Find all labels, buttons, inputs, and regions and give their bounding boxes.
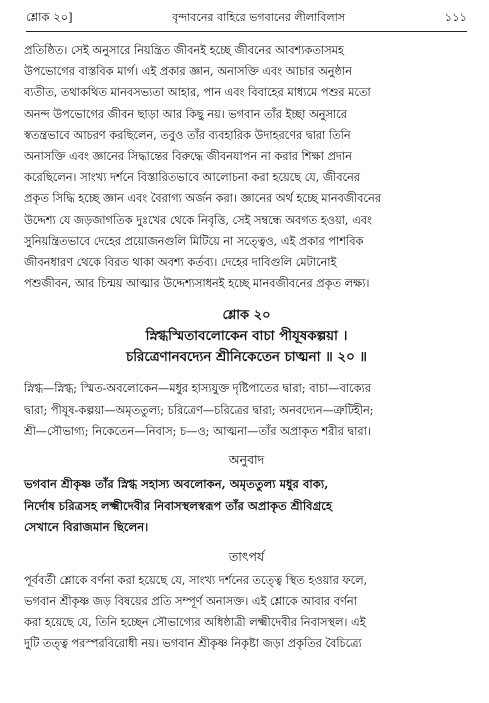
- header-verse-ref: শ্লোক ২০]: [26, 10, 73, 24]
- header-chapter-title: বৃন্দাবনের বাহিরে ভগবানের লীলাবিলাস: [172, 11, 346, 24]
- verse-line-2: চরিত্রেণানবদ্যেন শ্রীনিকেতেন চাত্মনা ॥ ২০ ॥: [125, 349, 368, 366]
- verse-number: শ্লোক ২০: [222, 308, 271, 324]
- intro-paragraph: প্রতিষ্ঠিত। সেই অনুসারে নিয়ন্ত্রিত জীবনই হচ্ছে জীবনের আবশ্যকতাসমহ উপভোগের বাস্তবিক মার্গ। এই প্রকার জ্ঞান, অনাসক্তি এবং আচার অনুষ্ঠান ব্যতীত, তথাকথিত মানবসভ্যতা আহার, পান এবং বিবাহের মাধ্যমে পশুর মতো অনন্দ উপভোগের জীবন ছাড়া আর কিছু নয়। ভগবান তাঁর ইচ্ছা অনুসারে স্বতন্ত্রভাবে আচরণ করছিলেন, তবুও তাঁর ব্যবহারিক উদাহরণের দ্বারা তিনি অনাসক্তি এবং জ্ঞানের সিদ্ধান্তের বিরুদ্ধে জীবনযাপন না করার শিক্ষা প্রদান করেছিলেন। সাংখ্য দর্শনে বিস্তারিতভাবে আলোচনা করা হয়েছে যে, জীবনের প্রকৃত সিদ্ধি হচ্ছে জ্ঞান এবং বৈরাগ্য অর্জন করা। জ্ঞানের অর্থ হচ্ছে মানবজীবনের উদ্দেশ্য যে জড়জাগতিক দুঃখের থেকে নিবৃত্তি, সেই সম্বন্ধে অবগত হওয়া, এবং সুনিয়ন্ত্রিতভাবে দেহের প্রয়োজনগুলি মিটিয়ে না সত্ত্বেও, এই প্রকার পাশবিক জীবনধারণ থেকে বিরত থাকা অবশ্য কর্তব্য। দেহের দাবিগুলি মেটানোই পশুজীবন, আর চিন্ময় আত্মার উদ্দেশ্যসাধনই হচ্ছে মানবজীবনের প্রকৃত লক্ষ্য।: [24, 44, 381, 291]
- word-meanings: স্নিগ্ধ—স্নিগ্ধ; স্মিত-অবলোকেন—মধুর হাস্যযুক্ত দৃষ্টিপাতের দ্বারা; বাচা—বাক্যের দ্বারা; পীযূষ-কল্পয়া—অমৃততুল্য; চরিত্রেণ—চরিত্রের দ্বারা; অনবদ্যেন—ত্রুটিহীন; শ্রী—সৌভাগ্য; নিকেতেন—নিবাস; চ—ও; আত্মনা—তাঁর অপ্রাকৃত শরীর দ্বারা।: [24, 382, 374, 438]
- page-header: [26, 6, 467, 32]
- page-body: [24, 40, 469, 654]
- purport-heading: তাৎপর্য: [228, 548, 265, 564]
- verse-line-1: স্নিগ্ধস্মিতাবলোকেন বাচা পীযূষকল্পয়া ।: [145, 328, 348, 345]
- purport-text: পূর্ববর্তী শ্লোকে বর্ণনা করা হয়েছে যে, সাংখ্য দর্শনের তত্ত্বে স্থিত হওয়ার ফলে, ভগবান শ্রীকৃষ্ণ জড় বিষয়ের প্রতি সম্পূর্ণ অনাসক্ত। এই শ্লোকে আবার বর্ণনা করা হয়েছে যে, তিনি হচ্ছেন সৌভাগ্যের অধিষ্ঠাত্রী লক্ষ্মীদেবীর নিবাসস্থল। এই দুটি তত্ত্ব পরস্পরবিরোধী নয়। ভগবান শ্রীকৃষ্ণ নিকৃষ্টা জড়া প্রকৃতির বৈচিত্র্যে: [24, 573, 368, 651]
- translation-text: ভগবান শ্রীকৃষ্ণ তাঁর স্নিগ্ধ সহাস্য অবলোকন, অমৃততুল্য মধুর বাক্য, নির্দোষ চরিত্রসহ লক্ষ্মীদেবীর নিবাসস্থলস্বরূপ তাঁর অপ্রাকৃত শ্রীবিগ্রহে সেখানে বিরাজমান ছিলেন।: [24, 477, 333, 535]
- translation-heading: অনুবাদ: [228, 452, 265, 468]
- header-page-number: ১১১: [444, 10, 467, 24]
